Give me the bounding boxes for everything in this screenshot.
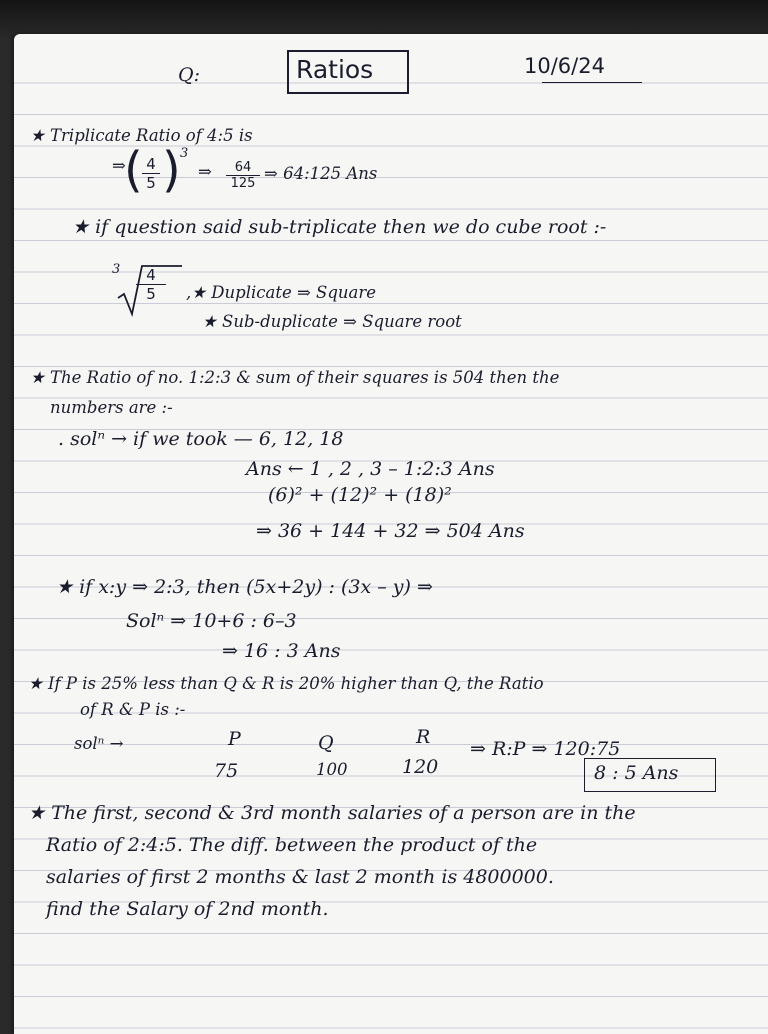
q4-answer: 8 : 5 Ans [594,762,679,784]
note-subtriplicate: ★ if question said sub-triplicate then we do cube root :- [72,216,607,238]
cube-root-num: 4 [146,266,156,284]
q1-frac1-num: 4 [146,155,156,173]
q1-close-paren: ) [162,142,181,198]
q2-squares: (6)² + (12)² + (18)² [268,484,452,506]
q4-statement-cont: of R & P is :- [80,700,186,719]
q2-statement: ★ The Ratio of no. 1:2:3 & sum of their squares is 504 then the [30,368,560,387]
cube-root-frac [136,266,166,303]
q4-statement: ★ If P is 25% less than Q & R is 20% higher than Q, the Ratio [28,674,544,693]
q1-statement: ★ Triplicate Ratio of 4:5 is [30,126,253,145]
note-duplicate: ,★ Duplicate ⇒ Square [186,283,377,302]
q1-step-arrow: ⇒ [112,156,126,175]
cube-root-index: 3 [112,262,121,277]
q4-col-q: Q [318,732,334,754]
page-title: Ratios [296,55,374,84]
q3-statement: ★ if x:y ⇒ 2:3, then (5x+2y) : (3x – y) ⇒ [56,576,433,598]
q1-frac2-num: 64 [234,160,252,175]
cube-root-den: 5 [146,285,156,303]
q1-frac1 [142,155,160,192]
date-underline [542,82,642,83]
note-subduplicate: ★ Sub-duplicate ⇒ Square root [202,312,462,331]
q1-arrow2: ⇒ [198,162,212,181]
q1-frac2-den: 125 [230,176,256,191]
q1-frac1-den: 5 [146,174,156,192]
q2-answer-line: Ans ← 1 , 2 , 3 – 1:2:3 Ans [246,458,495,480]
q2-statement-cont: numbers are :- [50,398,173,417]
q4-ratio: ⇒ R:P ⇒ 120:75 [470,738,621,760]
q1-open-paren: ( [124,142,143,198]
q5-line4: find the Salary of 2nd month. [46,898,329,920]
q4-solution-label: solⁿ → [74,734,124,753]
q3-solution: Solⁿ ⇒ 10+6 : 6–3 [126,610,297,632]
question-mark-label: Q: [178,64,200,86]
q5-line2: Ratio of 2:4:5. The diff. between the product of the [46,834,538,856]
q4-val-q: 100 [316,760,348,779]
q2-solution: . solⁿ → if we took — 6, 12, 18 [58,428,344,450]
q4-col-p: P [228,728,241,750]
q5-line3: salaries of first 2 months & last 2 month is 4800000. [46,866,554,888]
q3-answer: ⇒ 16 : 3 Ans [222,640,341,662]
q2-sum: ⇒ 36 + 144 + 32 ⇒ 504 Ans [256,520,525,542]
q4-col-r: R [416,726,431,748]
q1-power: 3 [180,146,189,161]
page-date: 10/6/24 [524,54,605,78]
q4-val-r: 120 [402,756,439,778]
q5-line1: ★ The first, second & 3rd month salaries of a person are in the [28,802,636,824]
q1-frac2 [226,160,260,191]
q1-result: ⇒ 64:125 Ans [264,164,378,183]
q4-val-p: 75 [214,760,239,782]
